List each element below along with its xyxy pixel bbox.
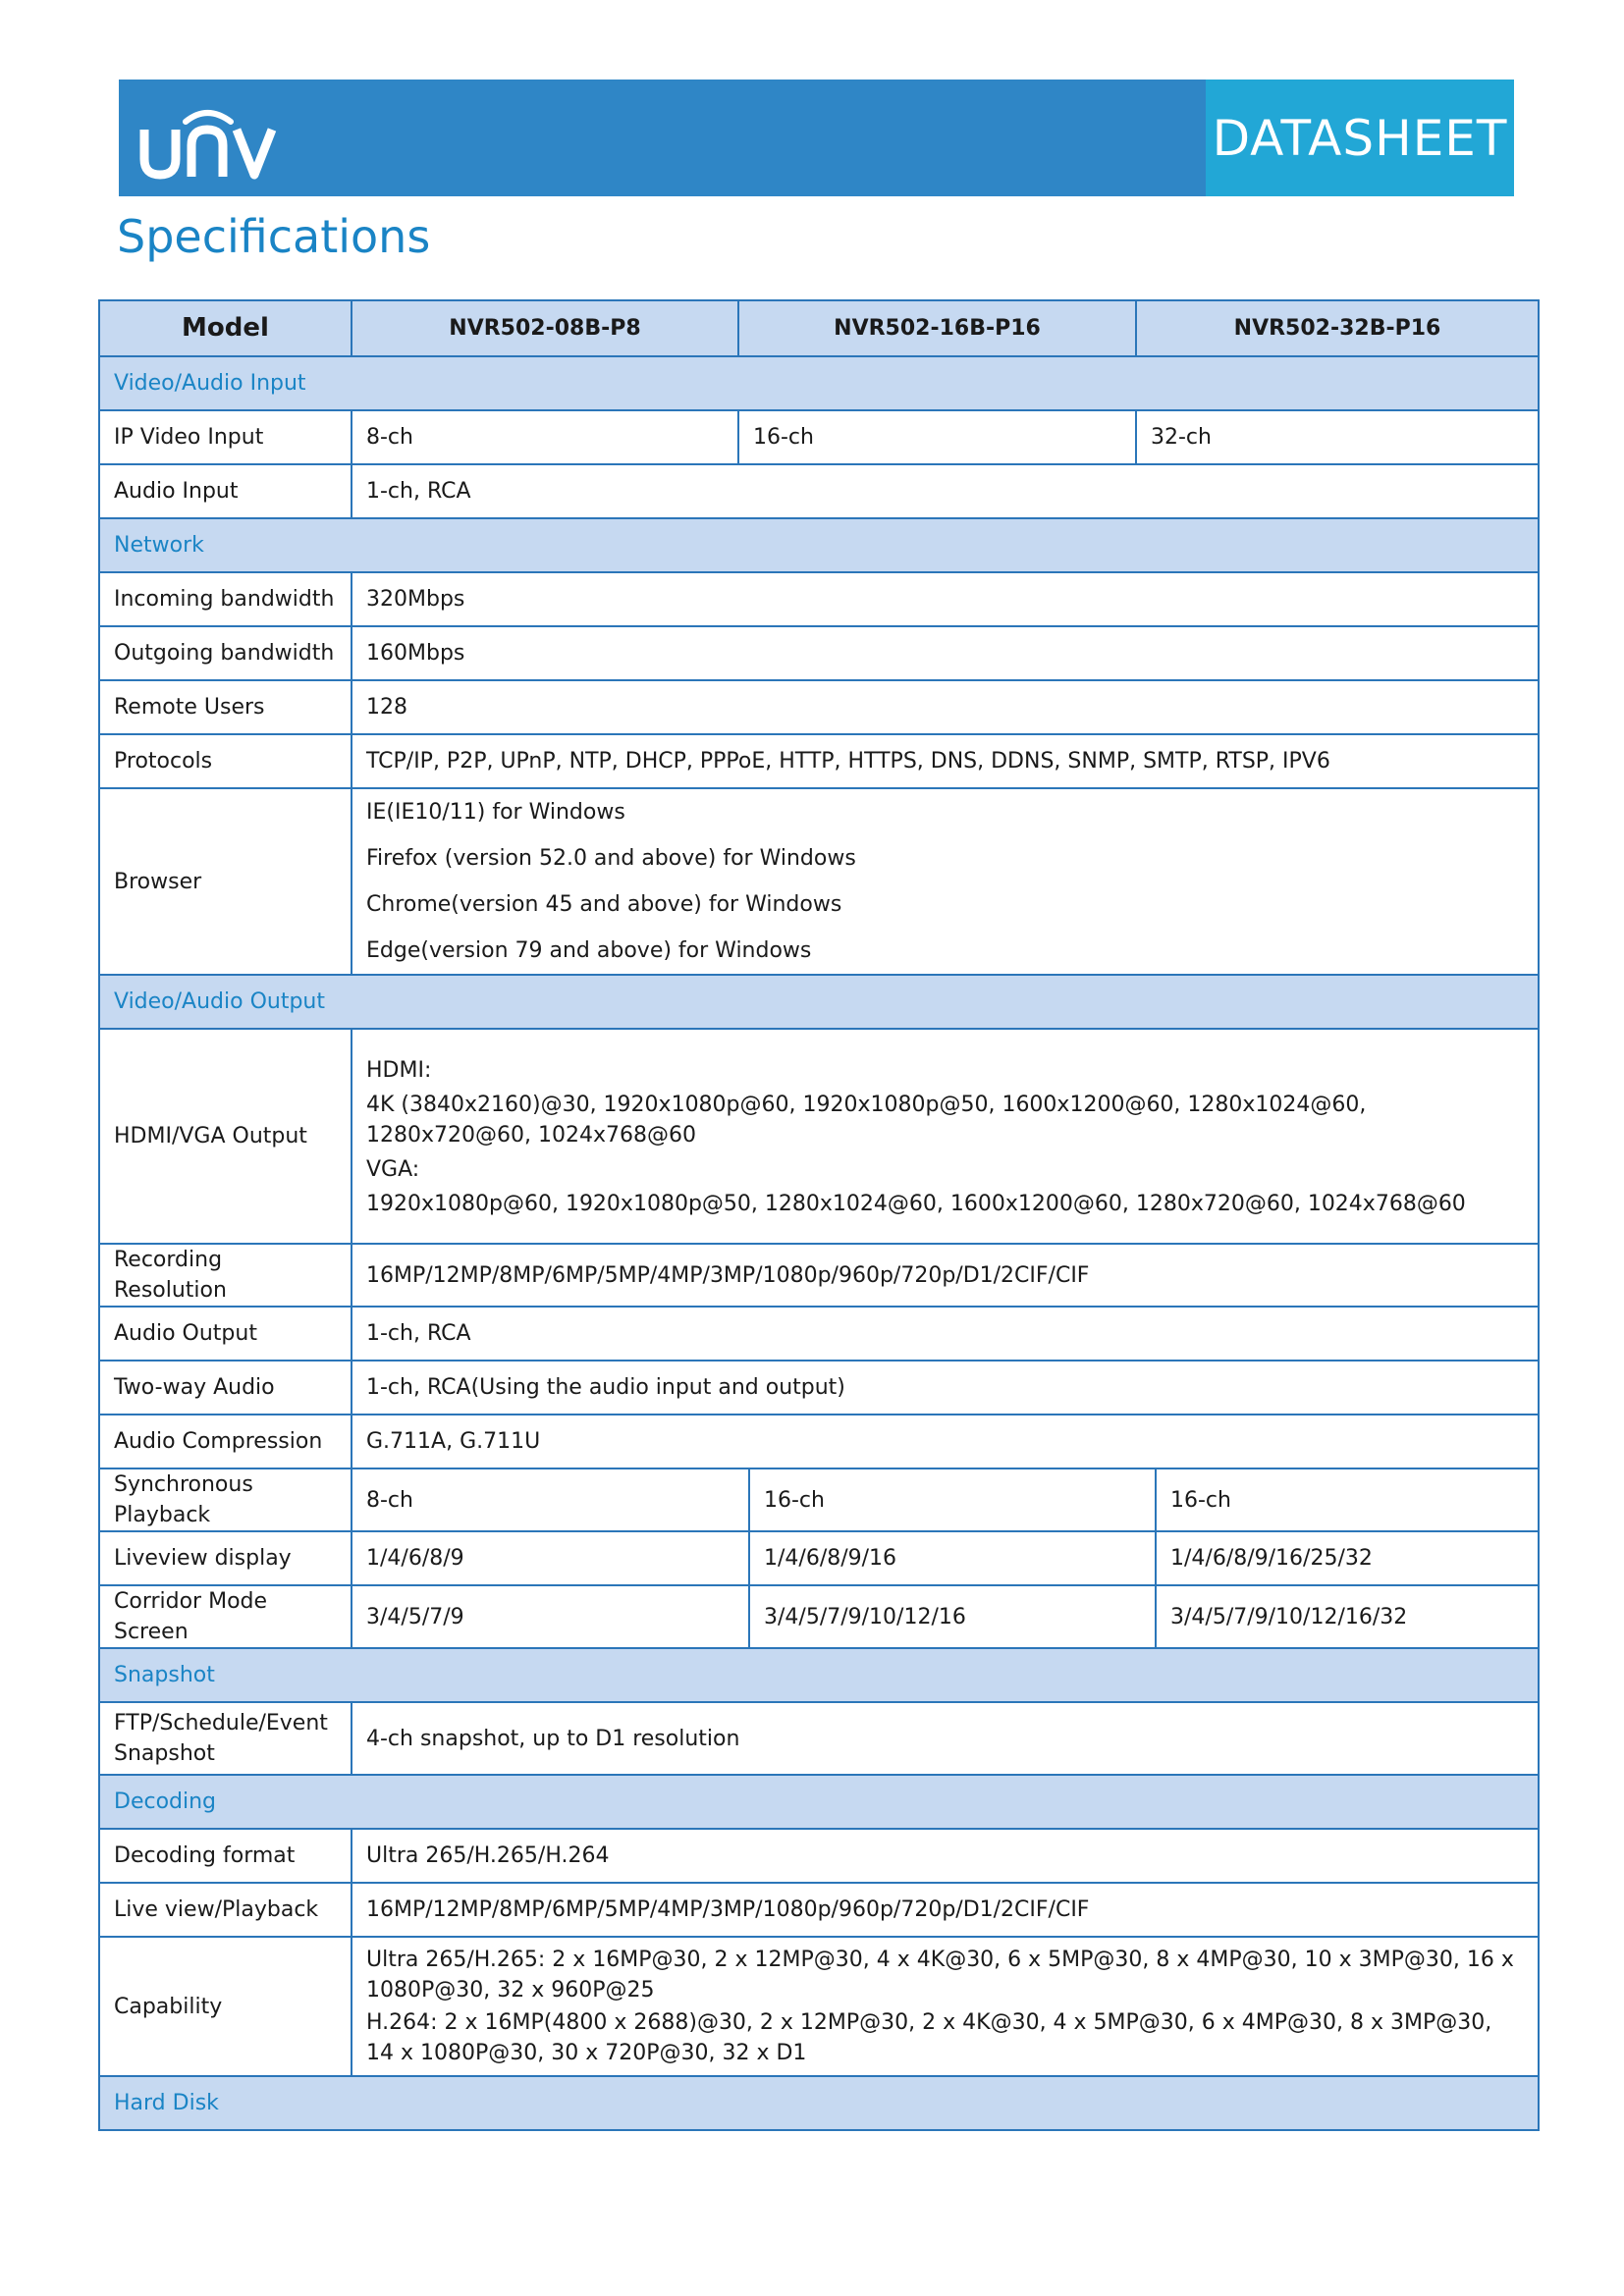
row-label: Protocols [99, 734, 352, 788]
table-row [99, 1468, 1539, 1531]
model-column-3: NVR502-32B-P16 [1136, 300, 1539, 356]
row-label: Remote Users [99, 680, 352, 734]
row-label: Decoding format [99, 1829, 352, 1883]
section-row [99, 356, 1539, 410]
table-row [99, 626, 1539, 680]
table-row [99, 680, 1539, 734]
browser-line: Edge(version 79 and above) for Windows [366, 938, 812, 963]
cell-value [352, 1029, 1539, 1244]
cell-value: 3/4/5/7/9/10/12/16 [749, 1585, 1156, 1648]
section-network: Network [99, 518, 1539, 572]
section-video-audio-input: Video/Audio Input [99, 356, 1539, 410]
cell-value: 1/4/6/8/9 [352, 1531, 749, 1585]
cell-value: 32-ch [1136, 410, 1539, 464]
model-column-1: NVR502-08B-P8 [352, 300, 738, 356]
row-label: Capability [99, 1937, 352, 2076]
cell-value: 16MP/12MP/8MP/6MP/5MP/4MP/3MP/1080p/960p/720p/D1/2CIF/CIF [352, 1883, 1539, 1937]
cell-value: 128 [352, 680, 1539, 734]
cell-value: 3/4/5/7/9/10/12/16/32 [1156, 1585, 1539, 1648]
section-row [99, 1648, 1539, 1702]
row-label: IP Video Input [99, 410, 352, 464]
row-label: Synchronous Playback [99, 1468, 352, 1531]
table-row [99, 572, 1539, 626]
cell-value: Ultra 265/H.265/H.264 [352, 1829, 1539, 1883]
cell-value: TCP/IP, P2P, UPnP, NTP, DHCP, PPPoE, HTTP, HTTPS, DNS, DDNS, SNMP, SMTP, RTSP, IPV6 [352, 734, 1539, 788]
table-row [99, 1244, 1539, 1307]
cell-value: 16-ch [749, 1468, 1156, 1531]
page-title: Specifications [117, 210, 431, 263]
cell-value: 16-ch [1156, 1468, 1539, 1531]
cell-value: 8-ch [352, 410, 738, 464]
row-label: Liveview display [99, 1531, 352, 1585]
cell-value [352, 1937, 1539, 2076]
hdmi-value: 4K (3840x2160)@30, 1920x1080p@60, 1920x1080p@50, 1600x1200@60, 1280x1024@60, 1280x720@60, 1024x768@60 [366, 1093, 1367, 1148]
cell-value: 320Mbps [352, 572, 1539, 626]
cell-value: 3/4/5/7/9 [352, 1585, 749, 1648]
row-label: Outgoing bandwidth [99, 626, 352, 680]
table-row [99, 1829, 1539, 1883]
table-row [99, 464, 1539, 518]
section-row [99, 1775, 1539, 1829]
section-snapshot: Snapshot [99, 1648, 1539, 1702]
section-video-audio-output: Video/Audio Output [99, 975, 1539, 1029]
datasheet-label: DATASHEET [1212, 109, 1508, 167]
table-header-row [99, 300, 1539, 356]
table-row [99, 1415, 1539, 1468]
cell-value: 1/4/6/8/9/16 [749, 1531, 1156, 1585]
section-row [99, 2076, 1539, 2130]
specifications-table [98, 299, 1540, 2131]
vga-heading: VGA: [366, 1157, 420, 1182]
row-label: Corridor Mode Screen [99, 1585, 352, 1648]
row-label: Incoming bandwidth [99, 572, 352, 626]
section-hard-disk: Hard Disk [99, 2076, 1539, 2130]
cell-value: G.711A, G.711U [352, 1415, 1539, 1468]
section-row [99, 518, 1539, 572]
table-row [99, 1702, 1539, 1775]
unv-logo [138, 96, 286, 185]
table-row [99, 1585, 1539, 1648]
cell-value: 1-ch, RCA [352, 1307, 1539, 1361]
row-label: Browser [99, 788, 352, 975]
cell-value: 8-ch [352, 1468, 749, 1531]
cell-value: 16MP/12MP/8MP/6MP/5MP/4MP/3MP/1080p/960p/720p/D1/2CIF/CIF [352, 1244, 1539, 1307]
row-label: FTP/Schedule/Event Snapshot [99, 1702, 352, 1775]
model-column-2: NVR502-16B-P16 [738, 300, 1136, 356]
vga-value: 1920x1080p@60, 1920x1080p@50, 1280x1024@60, 1600x1200@60, 1280x720@60, 1024x768@60 [366, 1192, 1466, 1216]
row-label: Two-way Audio [99, 1361, 352, 1415]
row-label: Audio Output [99, 1307, 352, 1361]
table-row [99, 734, 1539, 788]
row-label: HDMI/VGA Output [99, 1029, 352, 1244]
section-decoding: Decoding [99, 1775, 1539, 1829]
browser-line: Chrome(version 45 and above) for Windows [366, 892, 842, 917]
table-row [99, 1883, 1539, 1937]
row-label: Recording Resolution [99, 1244, 352, 1307]
table-row [99, 1531, 1539, 1585]
table-row [99, 1029, 1539, 1244]
cell-value: 1-ch, RCA(Using the audio input and output) [352, 1361, 1539, 1415]
table-row [99, 410, 1539, 464]
cell-value: 1-ch, RCA [352, 464, 1539, 518]
cell-value: 4-ch snapshot, up to D1 resolution [352, 1702, 1539, 1775]
capability-line: H.264: 2 x 16MP(4800 x 2688)@30, 2 x 12MP@30, 2 x 4K@30, 4 x 5MP@30, 6 x 4MP@30, 8 x 3MP@30, 14 x 1080P@30, 30 x 720P@30, 32 x D1 [366, 2010, 1492, 2065]
capability-line: Ultra 265/H.265: 2 x 16MP@30, 2 x 12MP@30, 4 x 4K@30, 6 x 5MP@30, 8 x 4MP@30, 10 x 3MP@30, 16 x 1080P@30, 32 x 960P@25 [366, 1948, 1514, 2002]
row-label: Audio Input [99, 464, 352, 518]
table-row [99, 1307, 1539, 1361]
table-row [99, 788, 1539, 975]
model-header: Model [99, 300, 352, 356]
browser-line: Firefox (version 52.0 and above) for Windows [366, 846, 856, 871]
table-row [99, 1937, 1539, 2076]
table-row [99, 1361, 1539, 1415]
datasheet-badge [1206, 80, 1514, 196]
cell-value: 1/4/6/8/9/16/25/32 [1156, 1531, 1539, 1585]
cell-value: 160Mbps [352, 626, 1539, 680]
section-row [99, 975, 1539, 1029]
row-label: Audio Compression [99, 1415, 352, 1468]
row-label: Live view/Playback [99, 1883, 352, 1937]
cell-value: 16-ch [738, 410, 1136, 464]
browser-line: IE(IE10/11) for Windows [366, 800, 625, 825]
cell-value [352, 788, 1539, 975]
hdmi-heading: HDMI: [366, 1058, 432, 1083]
